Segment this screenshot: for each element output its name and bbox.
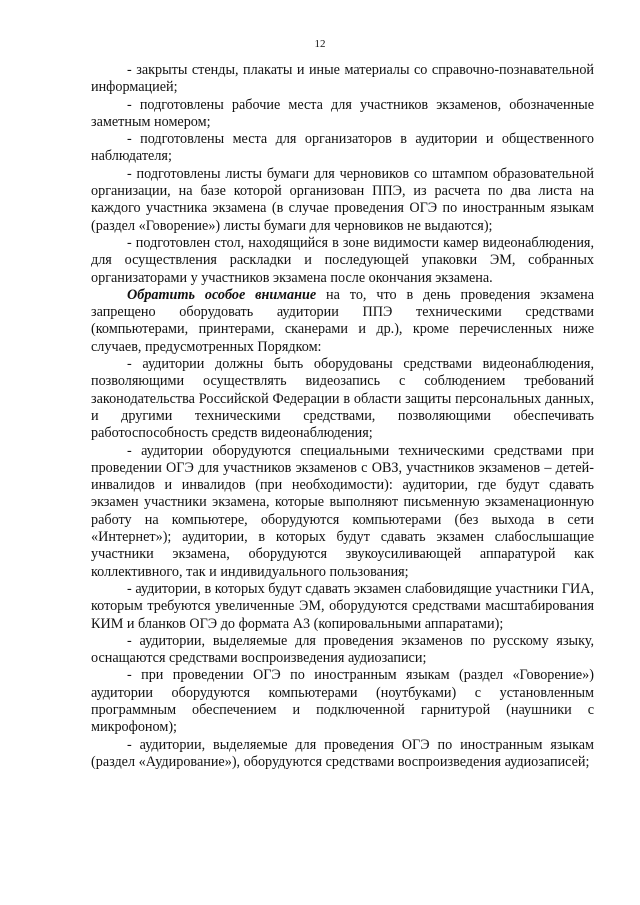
list-item-video-surveillance: - аудитории должны быть оборудованы средствами видеонаблюдения, позволяющими осуществлять видеозапись с соблюдением требований законодательства Российской Федерации в области защиты персональных данных, и другими техническими средствами, позволяющими обеспечивать работоспособность средств видеонаблюдения; (91, 356, 594, 442)
attention-text: на то, что в день проведения экзамена запрещено оборудовать аудитории ППЭ техническими средствами (компьютерами, принтерами, сканерами и др.), кроме перечисленных ниже случаев, предусмотренных Порядком: (91, 286, 595, 355)
page-number: 12 (314, 38, 326, 50)
attention-emphasis: Обратить особое внимание (127, 286, 317, 303)
list-item-packing-table: - подготовлен стол, находящийся в зоне видимости камер видеонаблюдения, для осуществления раскладки и последующей упаковки ЭМ, собранных организаторами у участников экзамена после окончания экзамена. (91, 234, 594, 286)
list-item-russian-audio: - аудитории, выделяемые для проведения экзаменов по русскому языку, оснащаются средствами воспроизведения аудиозаписи; (91, 632, 594, 667)
list-item-workplaces-prepared: - подготовлены рабочие места для участников экзаменов, обозначенные заметным номером; (91, 96, 594, 130)
list-item-draft-sheets: - подготовлены листы бумаги для черновиков со штампом образовательной организации, на базе которой организован ППЭ, из расчета по два листа на каждого участника экзамена (в случае проведения ОГЭ по иностранным языкам (раздел «Говорение») листы бумаги для черновиков не выдаются); (91, 165, 594, 234)
list-item-organizer-places: - подготовлены места для организаторов в аудитории и общественного наблюдателя; (91, 131, 594, 165)
list-item-scaling-equipment: - аудитории, в которых будут сдавать экзамен слабовидящие участники ГИА, которым требуются увеличенные ЭМ, оборудуются средствами масштабирования КИМ и бланков ОГЭ до формата А3 (копировальными аппаратами); (91, 580, 594, 632)
list-item-stands-closed: - закрыты стенды, плакаты и иные материалы со справочно-познавательной информацией; (91, 62, 594, 96)
document-body (91, 62, 594, 771)
list-item-listening-audio: - аудитории, выделяемые для проведения ОГЭ по иностранным языкам (раздел «Аудирование»), оборудуются средствами воспроизведения аудиозаписей; (91, 736, 594, 770)
list-item-speaking-computers: - при проведении ОГЭ по иностранным языкам (раздел «Говорение») аудитории оборудуются компьютерами (ноутбуками) с установленным программным обеспечением и подключенной гарнитурой (наушники с микрофоном); (91, 667, 594, 736)
list-item-special-equipment: - аудитории оборудуются специальными техническими средствами при проведении ОГЭ для участников экзаменов с ОВЗ, участников экзаменов – детей-инвалидов и инвалидов (при необходимости): аудитории, где будут сдавать экзамен участники экзамена, которые выполняют письменную экзаменационную работу на компьютере, оборудуются компьютерами (без выхода в сети «Интернет»); аудитории, в которых будут сдавать экзамен слабослышащие участники экзамена, оборудуются звукоусиливающей аппаратурой как коллективного, так и индивидуального пользования; (91, 442, 594, 580)
attention-paragraph (91, 287, 594, 356)
